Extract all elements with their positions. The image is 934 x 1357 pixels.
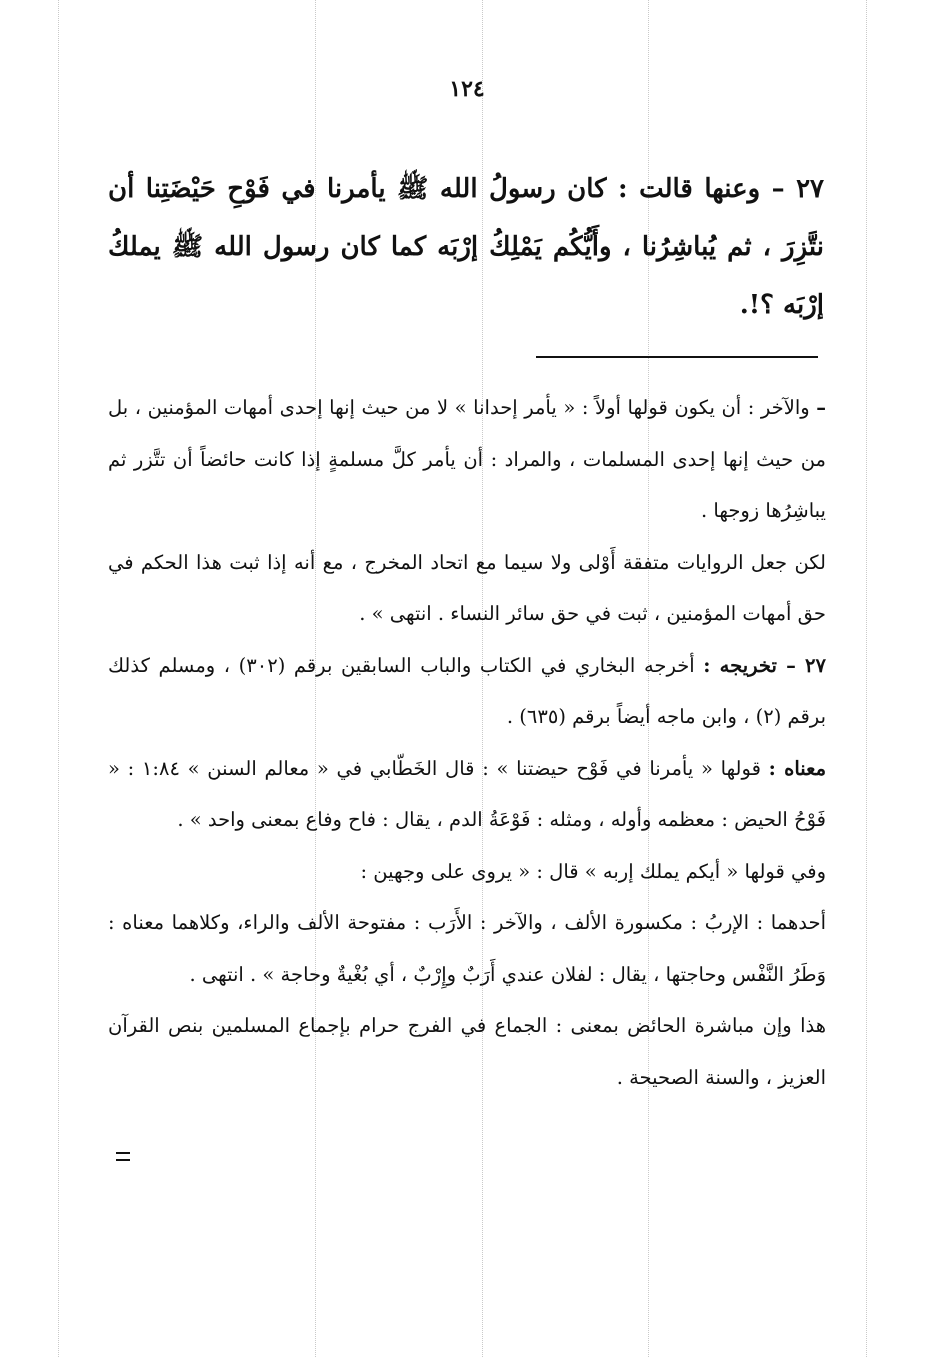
end-mark	[116, 1152, 130, 1161]
commentary-paragraph	[108, 382, 826, 537]
paragraph-text: قولها « يأمرنا في فَوْح حيضتنا » : قال الخَطّابي في « معالم السنن » ١:٨٤ : « فَوْحُ الحيض : معظمه وأوله ، ومثله : فَوْعَةُ الدم ، يقال : فاح وفاع بمعنى واحد » .	[108, 756, 826, 831]
scan-guide-line	[58, 0, 59, 1357]
commentary-paragraph: لكن جعل الروايات متفقة أَوْلى ولا سيما مع اتحاد المخرج ، مع أنه إذا ثبت هذا الحكم في حق أمهات المؤمنين ، ثبت في حق سائر النساء . انتهى » .	[108, 550, 826, 625]
paragraph-dash: –	[816, 396, 826, 419]
commentary-paragraph: أحدهما : الإربُ : مكسورة الألف ، والآخر : الأَرَب : مفتوحة الألف والراء، وكلاهما معناه : وَطَرُ النَّفْس وحاجتها ، يقال : لفلان عندي أَرَبٌ وإِرْبٌ ، أي بُغْيةٌ وحاجة » . انتهى .	[108, 911, 826, 986]
takhrij-paragraph	[108, 640, 826, 743]
paragraph-text: أخرجه البخاري في الكتاب والباب السابقين برقم (٣٠٢) ، ومسلم كذلك برقم (٢) ، وابن ماجه أيضاً برقم (٦٣٥) .	[108, 653, 826, 728]
scan-guide-line	[866, 0, 867, 1357]
page-number: ١٢٤	[449, 76, 485, 102]
meaning-heading: معناه :	[768, 756, 827, 780]
hadith-text: ٢٧ – وعنها قالت : كان رسولُ الله ﷺ يأمرنا في فَوْحِ حَيْضَتِنا أن نتَّزِرَ ، ثم يُباشِرُنا ، وأَيُّكُم يَمْلِكُ إرْبَه كما كان رسول الله ﷺ يملكُ إرْبَه ؟!.	[108, 174, 824, 320]
footnote-separator	[536, 356, 818, 358]
meaning-paragraph	[108, 743, 826, 846]
commentary-section	[108, 382, 826, 1103]
paragraph-text: والآخر : أن يكون قولها أولاً : « يأمر إحدانا » لا من حيث إنها إحدى أمهات المؤمنين ، بل من حيث إنها إحدى المسلمات ، والمراد : أن يأمر كلَّ مسلمةٍ إذا كانت حائضاً أن تتَّزر ثم يباشِرُها زوجها .	[108, 396, 826, 522]
commentary-paragraph: هذا وإن مباشرة الحائض بمعنى : الجماع في الفرج حرام بإجماع المسلمين بنص القرآن العزيز ، والسنة الصحيحة .	[108, 1014, 826, 1089]
takhrij-heading: ٢٧ – تخريجه :	[703, 653, 826, 677]
commentary-paragraph: وفي قولها « أيكم يملك إربه » قال : « يروى على وجهين :	[360, 859, 826, 883]
